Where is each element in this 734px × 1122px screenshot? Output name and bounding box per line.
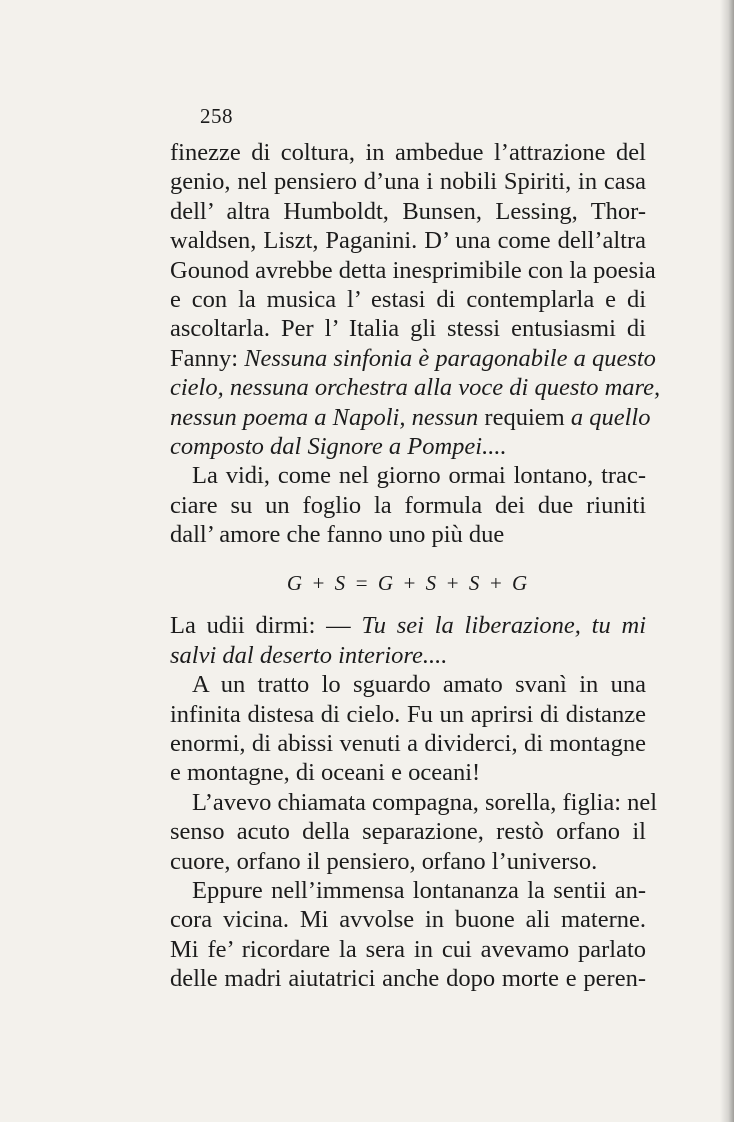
text-line: La vidi, come nel giorno ormai lontano, trac- (192, 462, 646, 490)
text-line: Mi fe’ ricordare la sera in cui avevamo parlato (170, 935, 646, 963)
text-line: dall’ amore che fanno uno più due (170, 521, 505, 549)
page-number: 258 (200, 104, 233, 128)
text-line: delle madri aiutatrici anche dopo morte e peren- (170, 965, 646, 993)
text-line: ciare su un foglio la formula dei due riuniti (170, 491, 646, 519)
italic-quote: Tu sei la liberazione, tu mi (361, 612, 647, 640)
text-line: enormi, di abissi venuti a dividerci, di montagne (170, 730, 646, 758)
italic-quote: Nessuna sinfonia è paragonabile a questo (244, 344, 656, 372)
formula: G + S = G + S + S + G (286, 571, 530, 596)
text-line: waldsen, Liszt, Paganini. D’ una come dell’altra (170, 227, 646, 255)
text-line: e con la musica l’ estasi di contemplarla e di (170, 285, 646, 313)
text-line: cora vicina. Mi avvolse in buone ali materne. (170, 906, 646, 934)
text-line: e montagne, di oceani e oceani! (170, 759, 481, 787)
text-line: genio, nel pensiero d’una i nobili Spiriti, in casa (170, 168, 646, 196)
text-line: cuore, orfano il pensiero, orfano l’universo. (170, 847, 598, 875)
text-fragment: La udii dirmi: — (170, 612, 351, 640)
text-fragment: requiem (484, 403, 565, 431)
text-line: A un tratto lo sguardo amato svanì in una (192, 671, 646, 699)
text-line: Eppure nell’immensa lontananza la sentii an- (192, 876, 646, 904)
text-line (170, 403, 651, 432)
text-line: salvi dal deserto interiore.... (170, 641, 448, 669)
body-text (170, 138, 661, 994)
italic-quote: a quello (570, 403, 651, 431)
text-line: senso acuto della separazione, restò orfano il (170, 818, 646, 846)
italic-quote: nessun poema a Napoli, nessun (170, 403, 479, 431)
text-line: Gounod avrebbe detta inesprimibile con la poesia (170, 256, 656, 284)
text-line: ascoltarla. Per l’ Italia gli stessi entusiasmi di (170, 315, 646, 343)
text-line: L’avevo chiamata compagna, sorella, figlia: nel (192, 788, 658, 816)
text-fragment: Fanny: (170, 344, 239, 372)
page-edge-shadow (720, 0, 734, 1122)
text-line: composto dal Signore a Pompei.... (170, 432, 507, 460)
text-line: infinita distesa di cielo. Fu un aprirsi di distanze (170, 700, 646, 728)
text-line (170, 344, 656, 373)
text-line: finezze di coltura, in ambedue l’attrazione del (170, 139, 646, 166)
text-line: cielo, nessuna orchestra alla voce di questo mare, (170, 374, 661, 402)
text-line (170, 611, 646, 640)
text-line: dell’ altra Humboldt, Bunsen, Lessing, Thor- (170, 197, 646, 225)
